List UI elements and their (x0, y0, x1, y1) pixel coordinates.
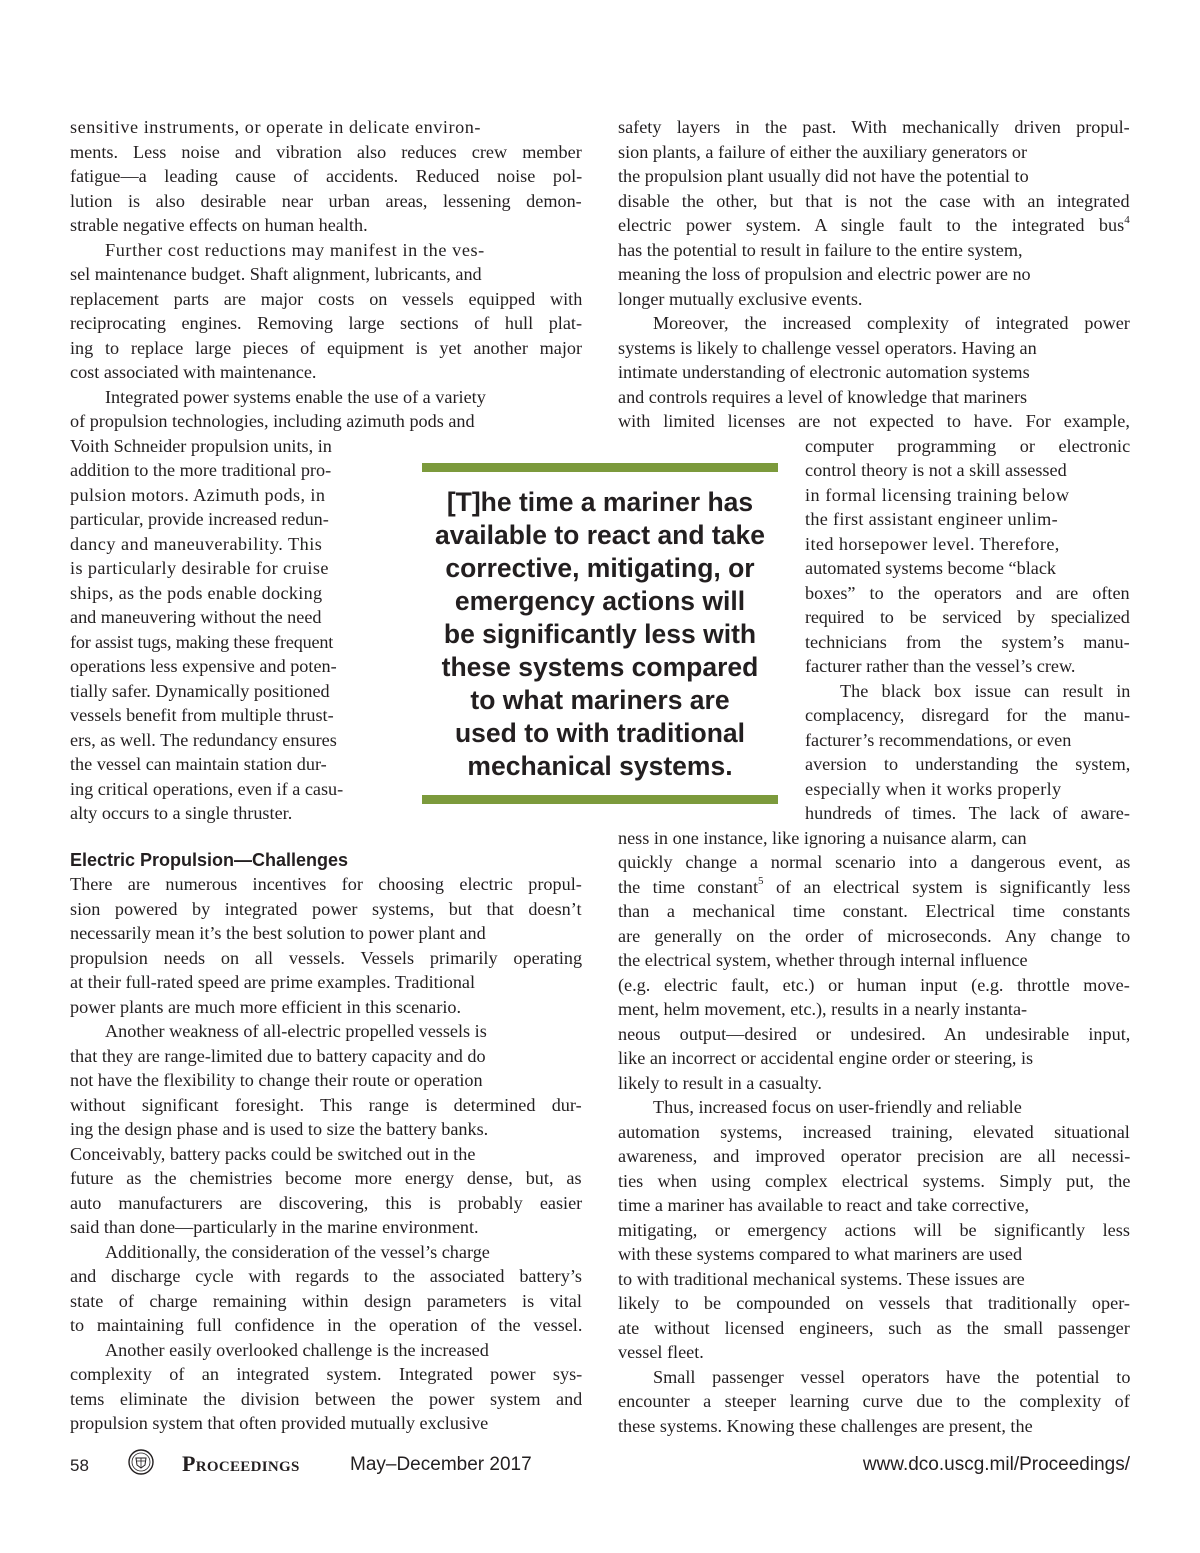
body-line: propulsion system that often provided mutually exclusive (70, 1413, 489, 1433)
body-line: aversion to understanding the system, (805, 754, 1131, 774)
body-line: these systems. Knowing these challenges are present, the (618, 1415, 1033, 1436)
page-number: 58 (70, 1456, 89, 1475)
body-line: (e.g. electric fault, etc.) or human input (e.g. throttle move- (618, 974, 1130, 995)
body-line: not have the flexibility to change their route or operation (70, 1070, 483, 1090)
body-line: technicians from the system’s manu- (805, 631, 1130, 652)
body-line: strable negative effects on human health. (70, 215, 368, 235)
pull-quote-line: emergency actions will (454, 586, 746, 616)
body-text: the time constant (618, 876, 759, 897)
publication-name: Proceedings (182, 1451, 300, 1476)
body-line: alty occurs to a single thruster. (70, 803, 293, 823)
body-line: ing the design phase and is used to size the battery banks. (70, 1119, 489, 1139)
body-line: intimate understanding of electronic automation systems (618, 362, 1030, 382)
body-line: power plants are much more efficient in this scenario. (70, 996, 462, 1017)
body-line: encounter a steeper learning curve due to the complexity of (618, 1391, 1130, 1411)
body-line: cost associated with maintenance. (70, 362, 317, 382)
pull-quote-line: these systems compared (441, 652, 759, 682)
body-line: necessarily mean it’s the best solution to power plant and (70, 923, 486, 943)
body-line: hundreds of times. The lack of aware- (805, 803, 1130, 823)
body-line: to maintaining full confidence in the operation of the vessel. (70, 1315, 583, 1335)
body-line: auto manufacturers are discovering, this is probably easier (70, 1192, 583, 1213)
body-line: sion plants, a failure of either the auxiliary generators or (618, 141, 1028, 162)
body-line: reciprocating engines. Removing large sections of hull plat- (70, 313, 583, 333)
body-line: like an incorrect or accidental engine order or steering, is (618, 1048, 1034, 1068)
body-line: Moreover, the increased complexity of integrated power (653, 313, 1130, 333)
body-line: pulsion motors. Azimuth pods, in (70, 484, 326, 505)
body-line: The black box issue can result in (840, 680, 1131, 701)
body-line: likely to result in a casualty. (618, 1072, 822, 1093)
body-line: systems is likely to challenge vessel operators. Having an (618, 337, 1037, 358)
body-line: dancy and maneuverability. This (70, 533, 323, 554)
body-line: ited horsepower level. Therefore, (805, 533, 1060, 554)
pull-quote-line: be significantly less with (443, 619, 757, 649)
body-line: are generally on the order of microseconds. Any change to (618, 925, 1131, 946)
body-line: longer mutually exclusive events. (618, 288, 863, 309)
body-line: complacency, disregard for the manu- (805, 705, 1131, 725)
body-line: than a mechanical time constant. Electrical time constants (618, 901, 1131, 921)
body-line: ing to replace large pieces of equipment is yet another major (70, 337, 583, 358)
pull-quote-line: [T]he time a mariner has (446, 487, 754, 517)
uscg-seal-icon (128, 1449, 154, 1475)
body-line: replacement parts are major costs on vessels equipped with (70, 288, 583, 309)
body-line: ing critical operations, even if a casu- (70, 778, 344, 799)
pull-quote-top-rule (422, 463, 778, 472)
body-line: of propulsion technologies, including azimuth pods and (70, 411, 475, 431)
body-line: Another easily overlooked challenge is the increased (105, 1339, 489, 1360)
body-line: propulsion needs on all vessels. Vessels primarily operating (70, 947, 583, 968)
body-line: sel maintenance budget. Shaft alignment, lubricants, and (70, 264, 482, 284)
issue-date: May–December 2017 (350, 1454, 532, 1475)
body-line: computer programming or electronic (805, 435, 1131, 456)
body-line (618, 213, 1130, 238)
body-line: that they are range-limited due to battery capacity and do (70, 1045, 486, 1066)
pull-quote-line: to what mariners are (470, 685, 730, 715)
body-text: electric power system. A single fault to the integrated bus (618, 215, 1125, 235)
body-line: future as the chemistries become more energy dense, but, as (70, 1168, 582, 1188)
body-line: is particularly desirable for cruise (70, 558, 329, 578)
body-line: operations less expensive and poten- (70, 656, 337, 676)
body-line: vessel fleet. (618, 1342, 704, 1362)
body-line: complexity of an integrated system. Integrated power sys- (70, 1364, 583, 1384)
body-line: There are numerous incentives for choosing electric propul- (70, 874, 582, 894)
body-line: ment, helm movement, etc.), results in a nearly instanta- (618, 999, 1028, 1019)
body-line: without significant foresight. This range is determined dur- (70, 1094, 582, 1115)
body-line: facturer’s recommendations, or even (805, 729, 1072, 750)
body-line: with these systems compared to what mariners are used (618, 1244, 1023, 1264)
body-line: and controls requires a level of knowledge that mariners (618, 386, 1028, 407)
body-line: lution is also desirable near urban areas, lessening demon- (70, 190, 582, 211)
website-link[interactable]: www.dco.uscg.mil/Proceedings/ (862, 1454, 1130, 1475)
body-line: automation systems, increased training, elevated situational (618, 1121, 1130, 1142)
body-line: particular, provide increased redun- (70, 509, 329, 529)
body-line: boxes” to the operators and are often (805, 582, 1130, 603)
body-line (618, 875, 1130, 900)
body-line: for assist tugs, making these frequent (70, 631, 334, 652)
body-line: addition to the more traditional pro- (70, 460, 332, 480)
body-line: Further cost reductions may manifest in the ves- (105, 239, 485, 260)
pull-quote-line: mechanical systems. (467, 751, 733, 781)
body-line: ties when using complex electrical systems. Simply put, the (618, 1170, 1131, 1191)
body-line: and maneuvering without the need (70, 607, 322, 627)
body-line: Integrated power systems enable the use of a variety (105, 386, 486, 407)
body-line: quickly change a normal scenario into a dangerous event, as (618, 852, 1131, 872)
body-line: ness in one instance, like ignoring a nuisance alarm, can (618, 827, 1027, 848)
pull-quote-bottom-rule (422, 795, 778, 804)
body-line: the propulsion plant usually did not have the potential to (618, 166, 1029, 186)
body-line: time a mariner has available to react and take corrective, (618, 1195, 1030, 1215)
body-line: the electrical system, whether through internal influence (618, 950, 1028, 970)
body-line: especially when it works properly (805, 778, 1062, 799)
body-line: facturer rather than the vessel’s crew. (805, 656, 1076, 676)
body-line: Voith Schneider propulsion units, in (70, 435, 332, 456)
body-line: tems eliminate the division between the power system and (70, 1388, 583, 1409)
pull-quote-line: corrective, mitigating, or (445, 553, 755, 583)
section-heading: Electric Propulsion—Challenges (70, 850, 349, 870)
body-line: ments. Less noise and vibration also reduces crew member (70, 141, 582, 162)
footnote-marker: 5 (758, 875, 764, 888)
pull-quote-line: available to react and take (435, 520, 765, 550)
body-line: sion powered by integrated power systems, but that doesn’t (70, 898, 582, 919)
body-line: sensitive instruments, or operate in delicate environ- (70, 117, 482, 137)
body-line: ate without licensed engineers, such as the small passenger (618, 1317, 1130, 1338)
body-line: tially safer. Dynamically positioned (70, 680, 330, 701)
body-line: at their full-rated speed are prime examples. Traditional (70, 972, 476, 992)
body-line: awareness, and improved operator precision are all necessi- (618, 1146, 1131, 1166)
body-line: Thus, increased focus on user-friendly and reliable (653, 1097, 1022, 1117)
body-line: the first assistant engineer unlim- (805, 509, 1058, 529)
body-line: Conceivably, battery packs could be switched out in the (70, 1143, 476, 1164)
body-line: likely to be compounded on vessels that traditionally oper- (618, 1293, 1130, 1313)
pull-quote-line: used to with traditional (454, 718, 746, 748)
body-line: state of charge remaining within design parameters is vital (70, 1290, 582, 1311)
body-line: Additionally, the consideration of the vessel’s charge (105, 1241, 490, 1262)
body-line: required to be serviced by specialized (805, 607, 1130, 627)
body-line: mitigating, or emergency actions will be significantly less (618, 1219, 1130, 1240)
body-line: said than done—particularly in the marine environment. (70, 1217, 479, 1237)
body-line: ships, as the pods enable docking (70, 582, 323, 603)
body-line: automated systems become “black (805, 558, 1057, 578)
body-line: the vessel can maintain station dur- (70, 754, 327, 774)
body-line: disable the other, but that is not the case with an integrated (618, 190, 1130, 211)
footnote-marker: 4 (1124, 213, 1130, 226)
body-line: ers, as well. The redundancy ensures (70, 729, 337, 750)
body-line: fatigue—a leading cause of accidents. Reduced noise pol- (70, 166, 583, 186)
body-line: has the potential to result in failure to the entire system, (618, 239, 1023, 260)
body-line: Small passenger vessel operators have the potential to (653, 1366, 1131, 1387)
body-line: in formal licensing training below (805, 484, 1070, 505)
body-line: Another weakness of all-electric propelled vessels is (105, 1021, 487, 1041)
body-line: control theory is not a skill assessed (805, 460, 1067, 480)
body-line: to with traditional mechanical systems. These issues are (618, 1268, 1025, 1289)
body-line: and discharge cycle with regards to the associated battery’s (70, 1266, 582, 1286)
body-line: neous output—desired or undesired. An undesirable input, (618, 1023, 1131, 1044)
body-line: vessels benefit from multiple thrust- (70, 705, 334, 725)
body-text: of an electrical system is significantly less (763, 876, 1131, 897)
body-line: safety layers in the past. With mechanically driven propul- (618, 117, 1130, 137)
body-line: meaning the loss of propulsion and electric power are no (618, 264, 1031, 284)
body-line: with limited licenses are not expected to have. For example, (618, 411, 1130, 431)
